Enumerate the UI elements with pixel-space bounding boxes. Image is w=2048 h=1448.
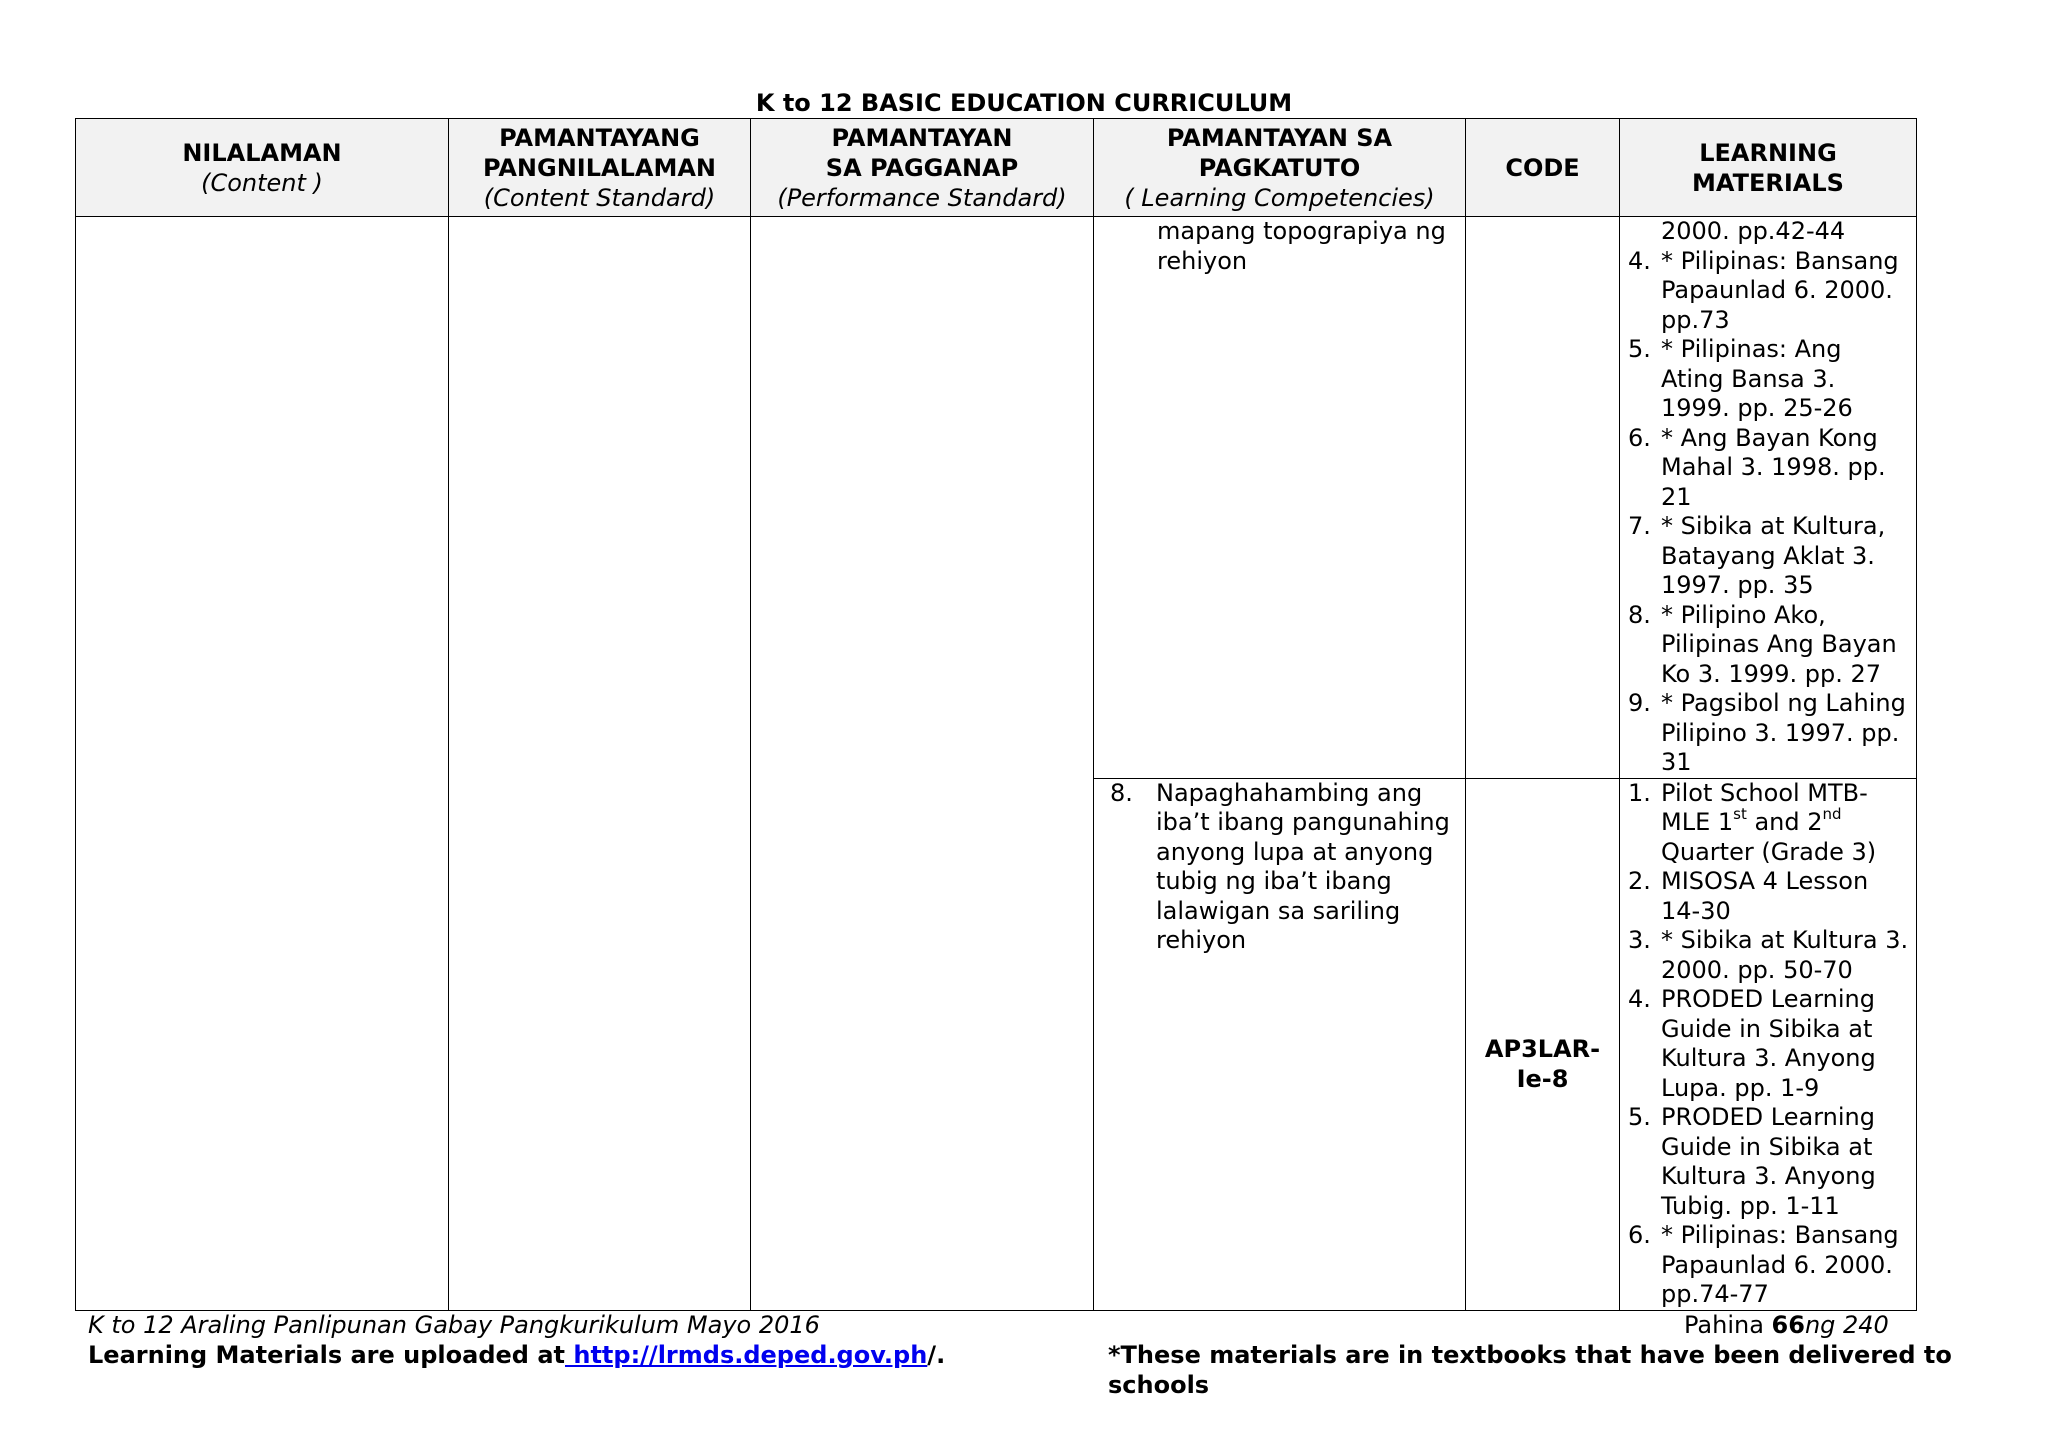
materials-list — [1620, 779, 1916, 1310]
list-item: 3. * Sibika at Kultura 3. 2000. pp. 50-70 — [1628, 926, 1909, 984]
competency-code: AP3LAR- Ie-8 — [1484, 1035, 1601, 1093]
competency-number: 8. — [1110, 778, 1133, 807]
header-learning-competencies: PAMANTAYAN SA PAGKATUTO ( Learning Competencies) — [1094, 119, 1466, 217]
list-item: 2. MISOSA 4 Lesson 14-30 — [1628, 867, 1869, 925]
header-performance-standard: PAMANTAYAN SA PAGGANAP (Performance Standard) — [751, 119, 1094, 217]
page-number: Pahina 66ng 240 — [1684, 1311, 1889, 1339]
footer-left — [88, 1310, 945, 1370]
table-header-row — [76, 119, 1917, 217]
materials-continuation: 2000. pp.42-44 — [1661, 217, 1846, 245]
list-item: 6. * Ang Bayan Kong Mahal 3. 1998. pp. 21 — [1628, 423, 1886, 511]
list-item: 9. * Pagsibol ng Lahing Pilipino 3. 1997. pp. 31 — [1628, 689, 1906, 776]
materials-cell — [1620, 217, 1917, 779]
list-item: 6. * Pilipinas: Bansang Papaunlad 6. 2000. pp.74-77 — [1628, 1221, 1899, 1308]
list-item: 4. * Pilipinas: Bansang Papaunlad 6. 2000. pp.73 — [1628, 246, 1899, 334]
competency-item — [1094, 779, 1465, 956]
code-cell — [1466, 217, 1620, 779]
textbook-note: *These materials are in textbooks that have been delivered to schools — [1108, 1341, 1952, 1399]
guide-title: K to 12 Araling Panlipunan Gabay Pangkurikulum Mayo 2016 — [88, 1311, 820, 1339]
list-item: 4. PRODED Learning Guide in Sibika at Kultura 3. Anyong Lupa. pp. 1-9 — [1628, 985, 1876, 1102]
header-content: NILALAMAN (Content ) — [76, 119, 449, 217]
table-row — [76, 217, 1917, 779]
upload-note: Learning Materials are uploaded at http://lrmds.deped.gov.ph/. — [88, 1341, 946, 1369]
list-item: 1. Pilot School MTB-MLE 1st and 2nd Quarter (Grade 3) — [1628, 778, 1877, 866]
content-cell — [76, 217, 449, 1311]
materials-cell — [1620, 778, 1917, 1310]
header-code: CODE — [1466, 119, 1620, 217]
competency-continuation: mapang topograpiya ng rehiyon — [1157, 217, 1446, 275]
code-cell — [1466, 778, 1620, 1310]
curriculum-table — [75, 118, 1917, 1311]
competency-text: Napaghahambing ang iba’t ibang pangunahing anyong lupa at anyong tubig ng iba’t ibang lalawigan sa sariling rehiyon — [1156, 778, 1450, 954]
lrmds-link[interactable]: http://lrmds.deped.gov.ph — [565, 1341, 928, 1369]
list-item: 8. * Pilipino Ako, Pilipinas Ang Bayan Ko 3. 1999. pp. 27 — [1628, 600, 1897, 688]
list-item: 5. * Pilipinas: Ang Ating Bansa 3. 1999. pp. 25-26 — [1628, 335, 1853, 422]
header-content-standard: PAMANTAYANG PANGNILALAMAN (Content Standard) — [449, 119, 751, 217]
competency-cell — [1094, 217, 1466, 779]
performance-standard-cell — [751, 217, 1094, 1311]
document-title: K to 12 BASIC EDUCATION CURRICULUM — [755, 89, 1293, 117]
list-item: 5. PRODED Learning Guide in Sibika at Kultura 3. Anyong Tubig. pp. 1-11 — [1628, 1103, 1876, 1220]
competency-cell — [1094, 778, 1466, 1310]
content-standard-cell — [449, 217, 751, 1311]
list-item: 7. * Sibika at Kultura, Batayang Aklat 3. 1997. pp. 35 — [1628, 512, 1886, 599]
header-learning-materials: LEARNING MATERIALS — [1620, 119, 1917, 217]
materials-list — [1620, 247, 1916, 778]
